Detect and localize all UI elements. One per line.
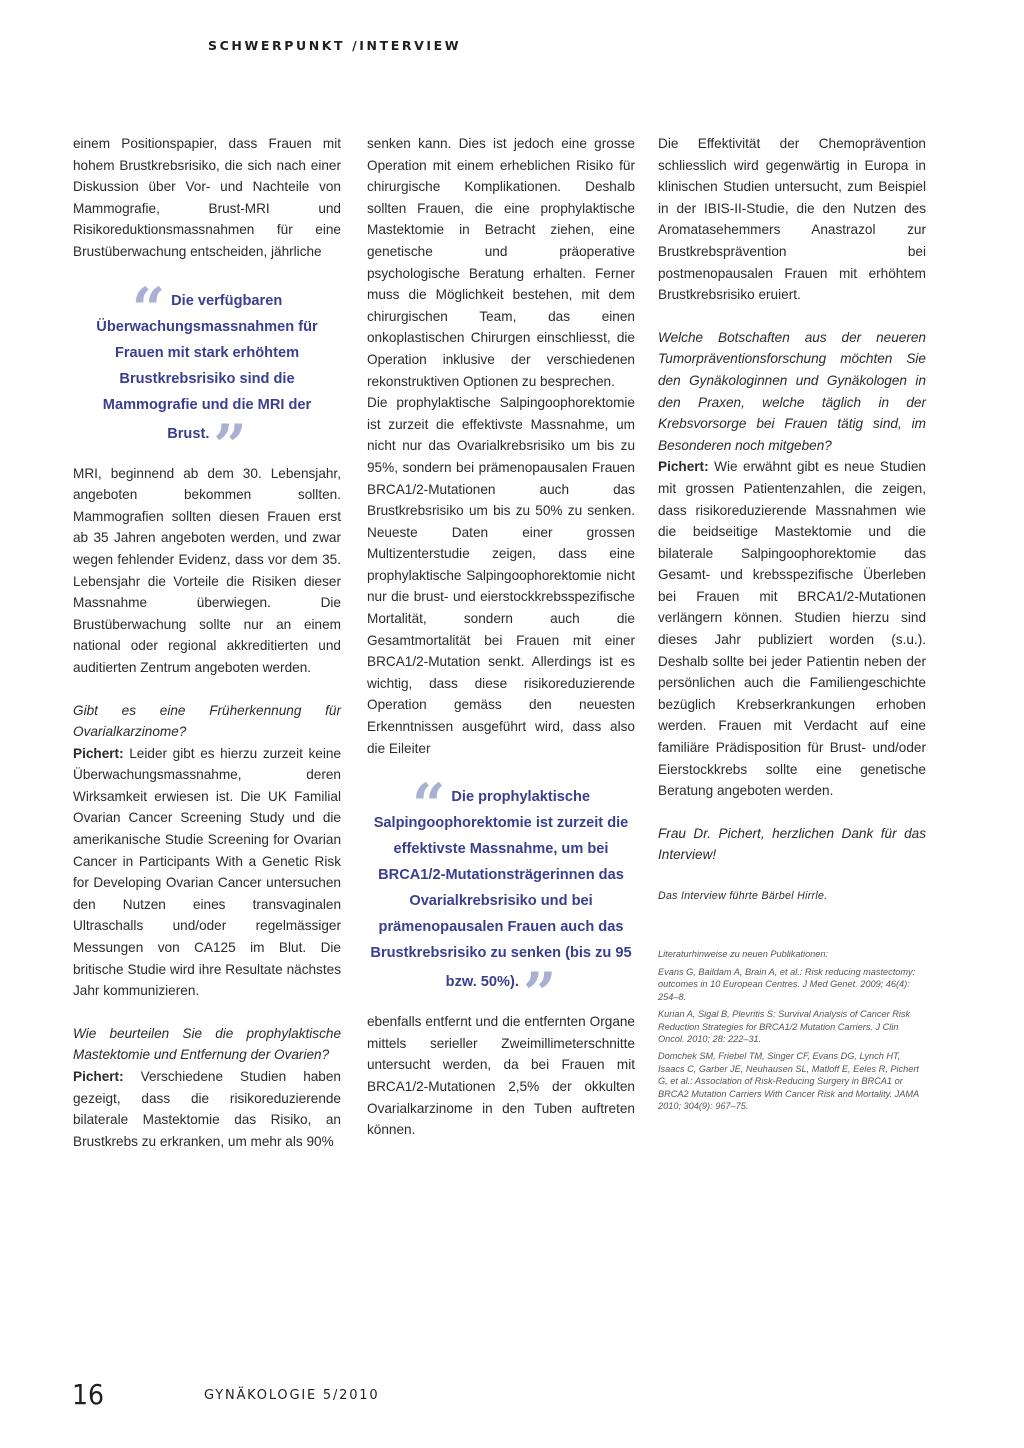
page-number: 16 xyxy=(72,1378,105,1411)
references-heading: Literaturhinweise zu neuen Publikationen: xyxy=(658,948,829,959)
interview-credit: Das Interview führte Bärbel Hirrle. xyxy=(658,890,828,902)
paragraph: MRI, beginnend ab dem 30. Lebensjahr, angeboten bekommen sollten. Mammografien sollten diesen Frauen erst ab 35 Jahren angeboten werden, und zwar wegen fehlender Evidenz, dass vor dem 35. Lebensjahr die Vorteile die Risiken dieser Massnahme überwiegen. Die Brustüberwachung sollte nur an einem national oder regional akkreditierten und auditierten Zentrum angeboten werden. xyxy=(73,465,341,675)
section-header: SCHWERPUNKT /INTERVIEW xyxy=(208,38,462,53)
open-quote-icon: “ xyxy=(131,274,166,343)
close-quote-icon: ” xyxy=(213,411,247,480)
speaker-label: Pichert: xyxy=(658,459,709,475)
journal-issue: GYNÄKOLOGIE 5/2010 xyxy=(204,1388,380,1403)
speaker-label: Pichert: xyxy=(73,745,124,761)
speaker-label: Pichert: xyxy=(73,1069,124,1084)
interview-answer xyxy=(73,1066,341,1152)
paragraph: Die prophylaktische Salpingoophorektomie ist zurzeit die effektivste Massnahme, um nicht nur das Ovarialkrebsrisiko um bis zu 95%, sondern bei prämenopausalen Frauen BRCA1/2-Mutationen auch das Brustkrebsrisiko um bis zu 50% zu senken. Neueste Daten einer grossen Multizenterstudie zeigen, dass eine prophylaktische Salpingoophorektomie nicht nur die brust- und eierstockkrebsspezifische Mortalität, sondern auch die Gesamtmortalität bei Frauen mit einer BRCA1/2-Mutation senkt. Allerdings ist es wichtig, dass diese risikoreduzierende Operation gemäss den neuesten Erkenntnissen ausgeführt wird, dass also die Eileiter xyxy=(367,395,635,756)
closing-thanks: Frau Dr. Pichert, herzlichen Dank für das Interview! xyxy=(658,825,926,863)
reference-item: Domchek SM, Friebel TM, Singer CF, Evans DG, Lynch HT, Isaacs C, Garber JE, Neuhausen SL, Matloff E, Eeles R, Pichert G, et al.: Association of Risk-Reducing Surgery in BRCA1 or BRCA2 Mutation Carriers With Cancer Risk and Mortality. JAMA 2010; 304(9): 967–75. xyxy=(658,1051,919,1112)
paragraph: senken kann. Dies ist jedoch eine grosse Operation mit einem erheblichen Risiko für chirurgische Komplikationen. Deshalb sollten Frauen, die eine prophylaktische Mastektomie in Betracht ziehen, eine genetische und präoperative psychologische Beratung erhalten. Ferner muss die Möglichkeit bestehen, mit dem chirurgischen Team, das einen onkoplastischen Chirurgen einschliesst, die Operation inklusive der verschiedenen rekonstruktiven Optionen zu besprechen. xyxy=(367,136,635,389)
pull-quote-text: Die prophylaktische Salpingoophorektomie ist zurzeit die effektivste Massnahme, um bei BRCA1/2-Mutationsträgerinnen das Ovarialkrebsrisiko und bei prämenopausalen Frauen auch das Brustkrebsrisiko zu senken (bis zu 95 bzw. 50%). xyxy=(370,789,632,991)
answer-text: Wie erwähnt gibt es neue Studien mit grossen Patientenzahlen, die zeigen, dass risikoreduzierende Massnahmen wie die beidseitige Mastektomie und die bilaterale Salpingoophorektomie das Gesamt- und krebsspezifische Überleben bei Frauen mit BRCA1/2-Mutationen verlängern können. Studien hierzu sind dieses Jahr publiziert worden (s.u.). Deshalb sollte bei jeder Patientin neben der persönlichen auch die Familiengeschichte bezüglich Krebserkrankungen erhoben werden. Frauen mit Verdacht auf eine familiäre Prädisposition für Brust- und/oder Eierstockkrebs sollte eine genetische Beratung angeboten werden. xyxy=(658,459,926,799)
interview-question: Welche Botschaften aus der neueren Tumorpräventionsforschung möchten Sie den Gynäkologinnen und Gynäkologen in den Praxen, welche täglich in der Krebsvorsorge bei Frauen tätig sind, im Besonderen noch mitgeben? xyxy=(658,329,926,453)
column-2 xyxy=(367,133,635,1141)
open-quote-icon: “ xyxy=(411,771,446,840)
close-quote-icon: ” xyxy=(522,960,557,1029)
answer-text: Leider gibt es hierzu zurzeit keine Überwachungsmassnahme, deren Wirksamkeit erwiesen ist. Die UK Familial Ovarian Cancer Screening Study und die amerikanische Studie Screening for Ovarian Cancer in Participants With a Genetic Risk for Developing Ovarian Cancer untersuchen den Nutzen eines transvaginalen Ultraschalls und/oder regelmässiger Messungen von CA125 im Blut. Die britische Studie wird ihre Resultate nächstes Jahr kommunizieren. xyxy=(73,745,341,999)
pull-quote xyxy=(367,771,635,1029)
reference-item: Kurian A, Sigal B, Plevritis S: Survival Analysis of Cancer Risk Reduction Strategies for BRCA1/2 Mutation Carriers. J Clin Oncol. 2010; 28: 222–31. xyxy=(658,1009,911,1045)
interview-answer xyxy=(73,743,341,1002)
interview-question: Gibt es eine Früherkennung für Ovarialkarzinome? xyxy=(73,702,341,740)
paragraph: Die Effektivität der Chemoprävention schliesslich wird gegenwärtig in Europa in klinischen Studien untersucht, zum Beispiel in der IBIS-II-Studie, die den Nutzen des Aromatasehemmers Anastrazol zur Brustkrebsprävention bei postmenopausalen Frauen mit erhöhtem Brustkrebsrisiko eruiert. xyxy=(658,136,926,303)
paragraph: ebenfalls entfernt und die entfernten Organe mittels serieller Zweimillimeterschnitte untersucht werden, da bei Frauen mit BRCA1/2-Mutationen 2,5% der okkulten Ovarialkarzinome in den Tuben auftreten können. xyxy=(367,1014,635,1138)
interview-answer xyxy=(658,456,926,802)
paragraph: einem Positionspapier, dass Frauen mit hohem Brustkrebsrisiko, die sich nach einer Diskussion über Vor- und Nachteile von Mammografie, Brust-MRI und Risikoreduktionsmassnahmen für eine Brustüberwachung entscheiden, jährliche xyxy=(73,136,341,259)
reference-item: Evans G, Baildam A, Brain A, et al.: Risk reducing mastectomy: outcomes in 10 European Centres. J Med Genet. 2009; 46(4): 254–8. xyxy=(658,967,916,1002)
pull-quote xyxy=(73,274,341,480)
answer-text: Verschiedene Studien haben gezeigt, dass die risikoreduzierende bilaterale Mastektomie das Risiko, an Brustkrebs zu erkranken, um mehr als 90% xyxy=(73,1069,341,1149)
column-3 xyxy=(658,133,926,1117)
references xyxy=(658,948,926,1113)
interview-question: Wie beurteilen Sie die prophylaktische Mastektomie und Entfernung der Ovarien? xyxy=(73,1025,341,1063)
column-1 xyxy=(73,133,341,1152)
pull-quote-text: Die verfügbaren Überwachungsmassnahmen für Frauen mit stark erhöhtem Brustkrebsrisiko sind die Mammografie und die MRI der Brust. xyxy=(96,292,318,442)
